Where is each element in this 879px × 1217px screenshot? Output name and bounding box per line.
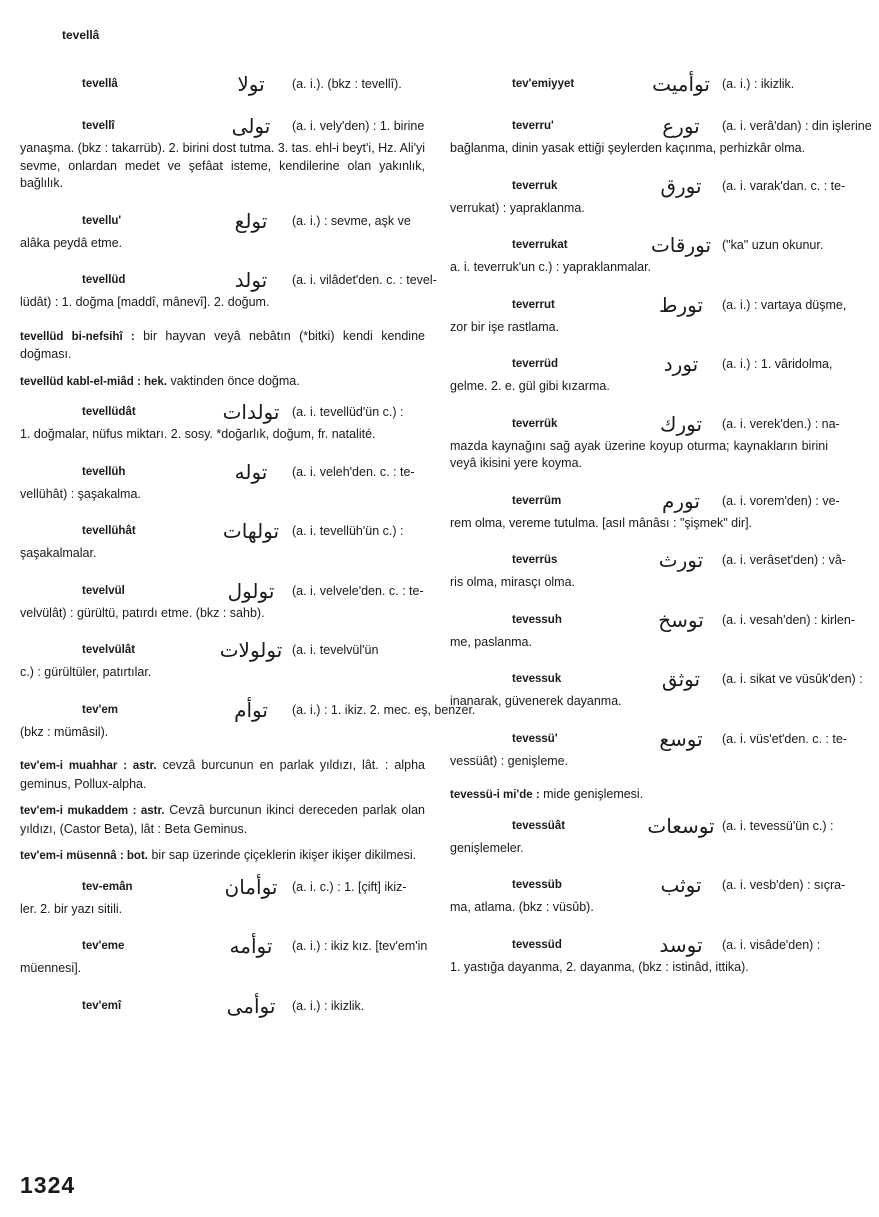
entry-headline [20, 875, 425, 901]
arabic-script: توأم [234, 697, 268, 722]
sub-entry [20, 802, 425, 838]
headword: tevessüd [512, 938, 562, 951]
entry-headline [20, 400, 425, 426]
grammar-and-definition-start: (a. i. c.) : 1. [çift] ikiz- [292, 879, 407, 894]
headword: tevessüât [512, 819, 566, 832]
running-head: tevellâ [62, 28, 100, 42]
arabic-script: تورد [663, 352, 699, 377]
dictionary-entry [20, 994, 425, 1020]
entry-headline [450, 667, 863, 693]
headword: teverrüm [512, 494, 562, 507]
arabic-script: توثق [661, 667, 701, 692]
arabic-script: توأمى [226, 993, 276, 1018]
entry-headline [20, 268, 437, 294]
dictionary-entry [20, 400, 425, 444]
dictionary-entry [450, 933, 828, 977]
headword: tevessüb [512, 879, 562, 892]
definition-body: bağlanma, dinin yasak ettiği şeylerden kaçınma, perhizkâr olma. [450, 141, 806, 155]
definition-body: yanaşma. (bkz : takarrüb). 2. birini dost tutma. 3. tas. ehl-i beyt'i, Hz. Ali'yi sevme, onlardan medet ve şefâat isteme, kendilerine olan yakınlık, bağlılık. [20, 141, 425, 190]
headword: tev'emiyyet [512, 78, 575, 91]
grammar-and-definition-start: (a. i. vely'den) : 1. birine [292, 119, 425, 134]
definition-text [20, 545, 425, 563]
dictionary-entry [450, 607, 855, 652]
definition-text [450, 840, 828, 858]
headword: tevellu' [82, 214, 122, 227]
headword: tevelvül [82, 584, 125, 597]
dictionary-entry [20, 934, 428, 978]
arabic-script: تولدات [222, 400, 280, 425]
definition-body: 1. yastığa dayanma, 2. dayanma, (bkz : istinâd, ittika). [450, 959, 749, 974]
grammar-and-definition-start: (a. i. vesah'den) : kirlen- [722, 612, 855, 627]
definition-text [20, 294, 425, 312]
sub-entry [20, 757, 425, 793]
dictionary-entry [450, 292, 847, 337]
sub-entry [20, 328, 425, 364]
definition-text [20, 235, 425, 253]
grammar-and-definition-start: (a. i. sikat ve vüsûk'den) : [722, 672, 863, 687]
sub-headword: tevellüd bi-nefsihî : [20, 330, 135, 343]
dictionary-entry [20, 875, 425, 919]
arabic-script: تورط [658, 292, 704, 317]
entry-headline [20, 579, 425, 605]
definition-text [20, 901, 425, 919]
entry-headline [20, 209, 425, 235]
definition-body: müennesi]. [20, 961, 82, 975]
right-column [450, 72, 872, 992]
definition-text [450, 899, 828, 917]
definition-body: vellühât) : şaşakalma. [20, 486, 141, 501]
dictionary-entry [450, 726, 847, 771]
definition-text [20, 605, 425, 623]
definition-body: inanarak, güvenerek dayanma. [450, 694, 622, 708]
definition-body: (bkz : mümâsil). [20, 724, 109, 739]
headword: tevessü' [512, 732, 558, 745]
definition-text [450, 574, 828, 592]
headword: teverrüd [512, 358, 559, 371]
grammar-and-definition-start: (a. i.) : ikiz kız. [tev'em'in [292, 939, 428, 954]
definition-body: ris olma, mirasçı olma. [450, 575, 576, 589]
definition-text [450, 753, 828, 771]
definition-body: bir sap üzerinde çiçeklerin ikişer ikişer dikilmesi. [151, 848, 417, 862]
dictionary-entry [20, 519, 425, 563]
sub-headword: tevessü-i mi'de : [450, 789, 540, 801]
arabic-script: تولول [227, 578, 275, 603]
definition-text [450, 693, 828, 711]
definition-body: alâka peydâ etme. [20, 235, 123, 250]
arabic-script: توأميت [652, 72, 710, 97]
entry-headline [20, 519, 425, 545]
arabic-script: تورم [662, 488, 700, 513]
definition-body: mide genişlemesi. [543, 787, 644, 801]
arabic-script: تولد [234, 268, 268, 293]
entry-headline [20, 460, 425, 486]
definition-text [450, 515, 828, 533]
grammar-and-definition-start: (a. i. verâ'dan) : din işlerine [722, 119, 872, 134]
headword: teverrut [512, 298, 555, 311]
grammar-and-definition-start: (a. i. velvele'den. c. : te- [292, 583, 424, 598]
definition-text [450, 200, 828, 218]
grammar-and-definition-start: (a. i. tevelvül'ün [292, 643, 379, 658]
definition-text [20, 664, 425, 682]
sub-entry [20, 373, 425, 392]
arabic-script: تورث [658, 548, 704, 573]
grammar-and-definition-start: (a. i. verek'den.) : na- [722, 416, 840, 431]
definition-body: c.) : gürültüler, patırtılar. [20, 665, 152, 679]
dictionary-entry [20, 72, 425, 98]
entry-headline [450, 488, 840, 515]
definition-text [20, 426, 425, 444]
grammar-and-definition-start: (a. i. vesb'den) : sıçra- [722, 878, 846, 893]
headword: tevellüh [82, 465, 126, 478]
definition-body: ler. 2. bir yazı sitili. [20, 901, 123, 916]
definition-body: vaktinden önce doğma. [170, 373, 300, 388]
entry-headline [20, 697, 476, 724]
entry-headline [20, 114, 425, 140]
arabic-script: تورق [660, 173, 702, 198]
definition-text [20, 724, 425, 742]
grammar-and-definition-start: (a. i. verâset'den) : vâ- [722, 553, 846, 568]
entry-headline [450, 233, 828, 259]
entry-headline [450, 72, 828, 98]
arabic-script: توله [234, 459, 268, 484]
definition-text [20, 960, 425, 978]
headword: tevessuh [512, 613, 562, 626]
grammar-and-definition-start: (a. i.). (bkz : tevellî). [292, 77, 402, 92]
sub-entry [450, 786, 828, 805]
definition-body: me, paslanma. [450, 634, 532, 649]
headword: tev'em [82, 703, 118, 716]
headword: tevellühât [82, 525, 136, 538]
grammar-and-definition-start: ("ka" uzun okunur. [722, 238, 824, 253]
dictionary-entry [450, 114, 872, 158]
grammar-and-definition-start: (a. i. tevellüd'ün c.) : [292, 405, 404, 420]
dictionary-entry [20, 638, 425, 682]
arabic-script: توأمان [224, 874, 278, 899]
definition-text [20, 328, 425, 364]
definition-body: a. i. teverruk'un c.) : yapraklanmalar. [450, 260, 652, 274]
entry-headline [450, 411, 840, 438]
definition-text [450, 786, 828, 805]
grammar-and-definition-start: (a. i. vilâdet'den. c. : tevel- [292, 273, 437, 288]
arabic-script: توأمه [229, 934, 273, 959]
definition-body: rem olma, vereme tutulma. [asıl mânâsı : "şişmek" dir]. [450, 515, 753, 530]
dictionary-entry [450, 173, 846, 218]
grammar-and-definition-start: (a. i.) : ikizlik. [292, 998, 365, 1013]
definition-text [20, 847, 425, 866]
entry-headline [20, 994, 425, 1020]
entry-headline [450, 813, 834, 840]
dictionary-entry [20, 579, 425, 623]
headword: tevellüdât [82, 406, 136, 419]
arabic-script: توسع [659, 726, 703, 751]
headword: teverruk [512, 179, 558, 192]
definition-body: ma, atlama. (bkz : vüsûb). [450, 900, 594, 914]
definition-text [20, 140, 425, 193]
grammar-and-definition-start: (a. i. veleh'den. c. : te- [292, 464, 415, 479]
arabic-script: تولولات [219, 638, 283, 663]
grammar-and-definition-start: (a. i. vüs'et'den. c. : te- [722, 731, 847, 746]
dictionary-entry [450, 352, 833, 396]
arabic-script: توثب [660, 873, 702, 898]
entry-headline [450, 352, 833, 378]
headword: tevelvülât [82, 644, 136, 657]
entry-headline [20, 934, 428, 960]
definition-body: genişlemeler. [450, 840, 524, 855]
definition-body: velvülât) : gürültü, patırdı etme. (bkz : sahb). [20, 605, 265, 620]
grammar-and-definition-start: (a. i.) : ikizlik. [722, 77, 795, 92]
entry-headline [450, 607, 855, 634]
entry-headline [450, 114, 872, 140]
arabic-script: تولع [234, 208, 268, 233]
definition-body: Cevzâ burcunun ikinci dereceden parlak olan yıldızı, (Castor Beta), lât : Beta Geminus. [20, 803, 425, 836]
sub-entry [20, 847, 425, 866]
grammar-and-definition-start: (a. i.) : 1. ikiz. 2. mec. eş, benzer. [292, 702, 476, 717]
definition-body: gelme. 2. e. gül gibi kızarma. [450, 379, 610, 393]
dictionary-entry [20, 209, 425, 253]
dictionary-entry [450, 411, 840, 473]
arabic-script: توسد [659, 932, 703, 957]
dictionary-entry [450, 548, 846, 592]
headword: tevellî [82, 120, 115, 133]
definition-text [450, 959, 828, 977]
entry-headline [20, 638, 425, 664]
definition-body: verrukat) : yapraklanma. [450, 200, 585, 215]
arabic-script: تولا [237, 72, 265, 97]
definition-body: vessüât) : genişleme. [450, 753, 569, 768]
headword: tevellüd [82, 274, 126, 287]
dictionary-entry [20, 697, 476, 742]
headword: tev'eme [82, 940, 125, 953]
definition-body: cevzâ burcunun en parlak yıldızı, lât. : alpha geminus, Pollux-alpha. [20, 758, 425, 791]
sub-headword: tev'em-i mukaddem : astr. [20, 805, 165, 817]
definition-text [450, 140, 828, 158]
headword: teverrukat [512, 239, 568, 252]
entry-headline [450, 173, 846, 200]
definition-body: mazda kaynağını sağ ayak üzerine koyup oturma; kaynakların birini veyâ ikisini yere koyma. [450, 438, 828, 470]
headword: teverrük [512, 417, 558, 430]
entry-headline [450, 933, 828, 959]
headword: tev-emân [82, 880, 133, 893]
definition-text [20, 757, 425, 793]
grammar-and-definition-start: (a. i.) : 1. vâridolma, [722, 357, 833, 372]
grammar-and-definition-start: (a. i. varak'dan. c. : te- [722, 178, 846, 193]
grammar-and-definition-start: (a. i.) : sevme, aşk ve [292, 213, 411, 228]
dictionary-entry [450, 873, 846, 917]
definition-body: bir hayvan veyâ nebâtın (*bitki) kendi kendine doğması. [20, 328, 425, 361]
dictionary-entry [450, 813, 834, 858]
arabic-script: تورك [659, 411, 703, 436]
definition-text [20, 486, 425, 504]
arabic-script: تورقات [650, 233, 712, 258]
definition-body: şaşakalmalar. [20, 546, 97, 560]
entry-headline [20, 72, 425, 98]
headword: teverrüs [512, 554, 558, 567]
dictionary-entry [450, 488, 840, 533]
definition-body: zor bir işe rastlama. [450, 319, 560, 334]
entry-headline [450, 548, 846, 574]
dictionary-entry [450, 72, 828, 98]
sub-headword: tev'em-i muahhar : astr. [20, 760, 157, 772]
grammar-and-definition-start: (a. i. tevessü'ün c.) : [722, 818, 834, 833]
arabic-script: توسعات [647, 813, 715, 838]
grammar-and-definition-start: (a. i. vorem'den) : ve- [722, 493, 840, 508]
sub-headword: tev'em-i müsennâ : bot. [20, 850, 148, 862]
entry-headline [450, 292, 847, 319]
dictionary-entry [20, 460, 425, 504]
arabic-script: تولهات [222, 519, 280, 544]
grammar-and-definition-start: (a. i.) : vartaya düşme, [722, 297, 847, 312]
page-number: 1324 [20, 1172, 76, 1198]
dictionary-entry [450, 667, 863, 711]
definition-text [450, 259, 828, 277]
headword: teverru' [512, 120, 554, 133]
definition-text [450, 378, 828, 396]
left-column [20, 72, 476, 1036]
arabic-script: تولى [231, 114, 271, 139]
headword: tevessuk [512, 673, 562, 686]
grammar-and-definition-start: (a. i. tevellüh'ün c.) : [292, 524, 404, 539]
dictionary-entry [20, 114, 425, 193]
entry-headline [450, 726, 847, 753]
entry-headline [450, 873, 846, 899]
definition-body: 1. doğmalar, nüfus miktarı. 2. sosy. *doğarlık, doğum, fr. natalité. [20, 427, 376, 441]
definition-text [450, 319, 828, 337]
definition-text [450, 438, 828, 473]
arabic-script: توسخ [658, 607, 704, 632]
dictionary-entry [450, 233, 828, 277]
headword: tev'emî [82, 999, 122, 1012]
definition-text [450, 634, 828, 652]
definition-body: lüdât) : 1. doğma [maddî, mânevî]. 2. doğum. [20, 295, 270, 309]
definition-text [20, 373, 425, 392]
arabic-script: تورع [662, 114, 700, 139]
headword: tevellâ [82, 78, 118, 91]
grammar-and-definition-start: (a. i. visâde'den) : [722, 937, 821, 952]
sub-headword: tevellüd kabl-el-miâd : hek. [20, 375, 167, 388]
dictionary-entry [20, 268, 437, 312]
definition-text [20, 802, 425, 838]
